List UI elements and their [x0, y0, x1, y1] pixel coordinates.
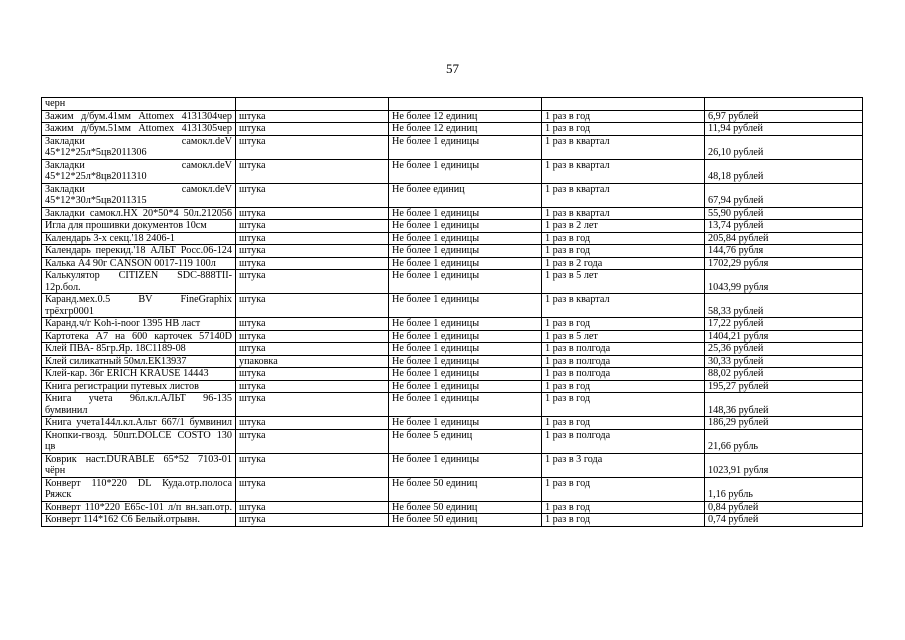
table-row: [42, 123, 863, 136]
frequency-cell: 1 раз в полгода: [542, 368, 705, 381]
unit-cell: штука: [236, 207, 389, 220]
table-row: [42, 294, 863, 318]
frequency-cell: 1 раз в 2 года: [542, 257, 705, 270]
item-name-cell: Каранд.ч/г Koh-i-noor 1395 HB ласт: [42, 318, 236, 331]
price-cell: 205,84 рублей: [705, 232, 863, 245]
item-name-cell: Игла для прошивки документов 10см: [42, 220, 236, 233]
unit-cell: штука: [236, 514, 389, 527]
item-name-cell: Календарь 3-х секц.'18 2406-1: [42, 232, 236, 245]
price-cell: [705, 98, 863, 111]
quantity-cell: Не более 1 единицы: [389, 343, 542, 356]
quantity-cell: Не более 1 единицы: [389, 207, 542, 220]
item-name-cell: Книга учета144л.кл.Альт 667/1 бумвинил: [42, 417, 236, 430]
quantity-cell: Не более 5 единиц: [389, 429, 542, 453]
quantity-cell: Не более 1 единицы: [389, 380, 542, 393]
price-cell: 195,27 рублей: [705, 380, 863, 393]
price-cell: 13,74 рублей: [705, 220, 863, 233]
table-row: [42, 330, 863, 343]
quantity-cell: Не более 1 единицы: [389, 257, 542, 270]
frequency-cell: 1 раз в год: [542, 110, 705, 123]
table-row: [42, 98, 863, 111]
item-name-cell: Календарь перекид.'18 АЛЬТ Росс.06-124: [42, 245, 236, 258]
unit-cell: штука: [236, 501, 389, 514]
item-name-cell: Закладки самокл.deV 45*12*30л*5цв2011315: [42, 183, 236, 207]
frequency-cell: 1 раз в год: [542, 232, 705, 245]
frequency-cell: 1 раз в год: [542, 318, 705, 331]
item-name-cell: черн: [42, 98, 236, 111]
price-cell: 21,66 рубль: [705, 429, 863, 453]
quantity-cell: Не более 1 единицы: [389, 232, 542, 245]
table-row: [42, 477, 863, 501]
table-row: [42, 343, 863, 356]
table-row: [42, 429, 863, 453]
price-cell: 1,16 рубль: [705, 477, 863, 501]
unit-cell: штука: [236, 294, 389, 318]
quantity-cell: Не более 1 единицы: [389, 330, 542, 343]
price-cell: 67,94 рублей: [705, 183, 863, 207]
frequency-cell: 1 раз в 5 лет: [542, 270, 705, 294]
quantity-cell: Не более 1 единицы: [389, 245, 542, 258]
price-cell: 0,74 рублей: [705, 514, 863, 527]
table-row: [42, 245, 863, 258]
supplies-table: [41, 97, 863, 527]
unit-cell: штука: [236, 123, 389, 136]
frequency-cell: 1 раз в год: [542, 501, 705, 514]
unit-cell: штука: [236, 232, 389, 245]
quantity-cell: Не более 1 единицы: [389, 417, 542, 430]
item-name-cell: Конверт 110*220 DL Куда.отр.полоса Ряжск: [42, 477, 236, 501]
table-row: [42, 207, 863, 220]
price-cell: 148,36 рублей: [705, 393, 863, 417]
price-cell: 144,76 рубля: [705, 245, 863, 258]
frequency-cell: 1 раз в 3 года: [542, 453, 705, 477]
frequency-cell: 1 раз в год: [542, 477, 705, 501]
unit-cell: штука: [236, 380, 389, 393]
quantity-cell: Не более 1 единицы: [389, 294, 542, 318]
quantity-cell: Не более 1 единицы: [389, 393, 542, 417]
price-cell: 55,90 рублей: [705, 207, 863, 220]
table-body: [42, 98, 863, 527]
frequency-cell: 1 раз в полгода: [542, 429, 705, 453]
unit-cell: штука: [236, 429, 389, 453]
quantity-cell: Не более 1 единицы: [389, 368, 542, 381]
price-cell: 88,02 рублей: [705, 368, 863, 381]
quantity-cell: Не более 1 единицы: [389, 220, 542, 233]
item-name-cell: Конверт 114*162 С6 Белый.отрывн.: [42, 514, 236, 527]
unit-cell: штука: [236, 417, 389, 430]
unit-cell: штука: [236, 477, 389, 501]
item-name-cell: Калькулятор CITIZEN SDC-888TII-12р.бол.: [42, 270, 236, 294]
item-name-cell: Конверт 110*220 E65с-101 л/п вн.зап.отр.: [42, 501, 236, 514]
price-cell: 1043,99 рубля: [705, 270, 863, 294]
unit-cell: штука: [236, 318, 389, 331]
quantity-cell: Не более 12 единиц: [389, 110, 542, 123]
quantity-cell: Не более 1 единицы: [389, 159, 542, 183]
frequency-cell: 1 раз в 2 лет: [542, 220, 705, 233]
table-row: [42, 380, 863, 393]
price-cell: 0,84 рублей: [705, 501, 863, 514]
price-cell: 25,36 рублей: [705, 343, 863, 356]
quantity-cell: Не более единиц: [389, 183, 542, 207]
table-row: [42, 393, 863, 417]
unit-cell: штука: [236, 330, 389, 343]
price-cell: 186,29 рублей: [705, 417, 863, 430]
quantity-cell: Не более 50 единиц: [389, 501, 542, 514]
frequency-cell: 1 раз в год: [542, 393, 705, 417]
frequency-cell: 1 раз в квартал: [542, 207, 705, 220]
table-row: [42, 368, 863, 381]
unit-cell: штука: [236, 453, 389, 477]
quantity-cell: Не более 1 единицы: [389, 355, 542, 368]
table-row: [42, 220, 863, 233]
table-row: [42, 232, 863, 245]
item-name-cell: Книга регистрации путевых листов: [42, 380, 236, 393]
quantity-cell: Не более 50 единиц: [389, 477, 542, 501]
quantity-cell: Не более 50 единиц: [389, 514, 542, 527]
quantity-cell: Не более 1 единицы: [389, 135, 542, 159]
table-row: [42, 417, 863, 430]
table-row: [42, 159, 863, 183]
frequency-cell: 1 раз в 5 лет: [542, 330, 705, 343]
item-name-cell: Калька А4 90г CANSON 0017-119 100л: [42, 257, 236, 270]
price-cell: 17,22 рублей: [705, 318, 863, 331]
frequency-cell: [542, 98, 705, 111]
table-row: [42, 183, 863, 207]
frequency-cell: 1 раз в год: [542, 417, 705, 430]
item-name-cell: Зажим д/бум.51мм Attomex 4131305чер: [42, 123, 236, 136]
item-name-cell: Каранд.мех.0.5 BV FineGraphix трёхгр0001: [42, 294, 236, 318]
item-name-cell: Закладки самокл.deV 45*12*25л*5цв2011306: [42, 135, 236, 159]
table-row: [42, 110, 863, 123]
page-number: 57: [446, 61, 459, 76]
price-cell: 1702,29 рубля: [705, 257, 863, 270]
unit-cell: штука: [236, 183, 389, 207]
table-row: [42, 514, 863, 527]
frequency-cell: 1 раз в год: [542, 245, 705, 258]
frequency-cell: 1 раз в полгода: [542, 355, 705, 368]
frequency-cell: 1 раз в квартал: [542, 183, 705, 207]
price-cell: 48,18 рублей: [705, 159, 863, 183]
quantity-cell: Не более 12 единиц: [389, 123, 542, 136]
unit-cell: штука: [236, 159, 389, 183]
item-name-cell: Книга учета 96л.кл.АЛЬТ 96-135 бумвинил: [42, 393, 236, 417]
item-name-cell: Зажим д/бум.41мм Attomex 4131304чер: [42, 110, 236, 123]
item-name-cell: Кнопки-гвозд. 50шт.DOLCE COSTO 130 цв: [42, 429, 236, 453]
table-row: [42, 257, 863, 270]
price-cell: 1023,91 рубля: [705, 453, 863, 477]
unit-cell: штука: [236, 270, 389, 294]
quantity-cell: Не более 1 единицы: [389, 318, 542, 331]
table-row: [42, 135, 863, 159]
unit-cell: штука: [236, 110, 389, 123]
item-name-cell: Коврик наст.DURABLE 65*52 7103-01 чёрн: [42, 453, 236, 477]
table-row: [42, 355, 863, 368]
unit-cell: штука: [236, 245, 389, 258]
quantity-cell: [389, 98, 542, 111]
frequency-cell: 1 раз в год: [542, 123, 705, 136]
frequency-cell: 1 раз в год: [542, 514, 705, 527]
unit-cell: штука: [236, 393, 389, 417]
frequency-cell: 1 раз в год: [542, 380, 705, 393]
item-name-cell: Клей ПВА- 85гр.Яр. 18С1189-08: [42, 343, 236, 356]
table-row: [42, 270, 863, 294]
unit-cell: штука: [236, 135, 389, 159]
unit-cell: штука: [236, 343, 389, 356]
frequency-cell: 1 раз в квартал: [542, 159, 705, 183]
quantity-cell: Не более 1 единицы: [389, 453, 542, 477]
price-cell: 6,97 рублей: [705, 110, 863, 123]
table-row: [42, 318, 863, 331]
item-name-cell: Клей-кар. 36г ERICH KRAUSE 14443: [42, 368, 236, 381]
frequency-cell: 1 раз в полгода: [542, 343, 705, 356]
frequency-cell: 1 раз в квартал: [542, 294, 705, 318]
table-row: [42, 453, 863, 477]
frequency-cell: 1 раз в квартал: [542, 135, 705, 159]
price-cell: 26,10 рублей: [705, 135, 863, 159]
unit-cell: штука: [236, 220, 389, 233]
price-cell: 58,33 рублей: [705, 294, 863, 318]
price-cell: 1404,21 рубля: [705, 330, 863, 343]
unit-cell: [236, 98, 389, 111]
item-name-cell: Закладки самокл.deV 45*12*25л*8цв2011310: [42, 159, 236, 183]
quantity-cell: Не более 1 единицы: [389, 270, 542, 294]
item-name-cell: Закладки самокл.HX 20*50*4 50л.212056: [42, 207, 236, 220]
item-name-cell: Клей силикатный 50мл.ЕК13937: [42, 355, 236, 368]
unit-cell: штука: [236, 368, 389, 381]
price-cell: 11,94 рублей: [705, 123, 863, 136]
table-row: [42, 501, 863, 514]
unit-cell: упаковка: [236, 355, 389, 368]
unit-cell: штука: [236, 257, 389, 270]
price-cell: 30,33 рублей: [705, 355, 863, 368]
item-name-cell: Картотека А7 на 600 карточек 57140D: [42, 330, 236, 343]
